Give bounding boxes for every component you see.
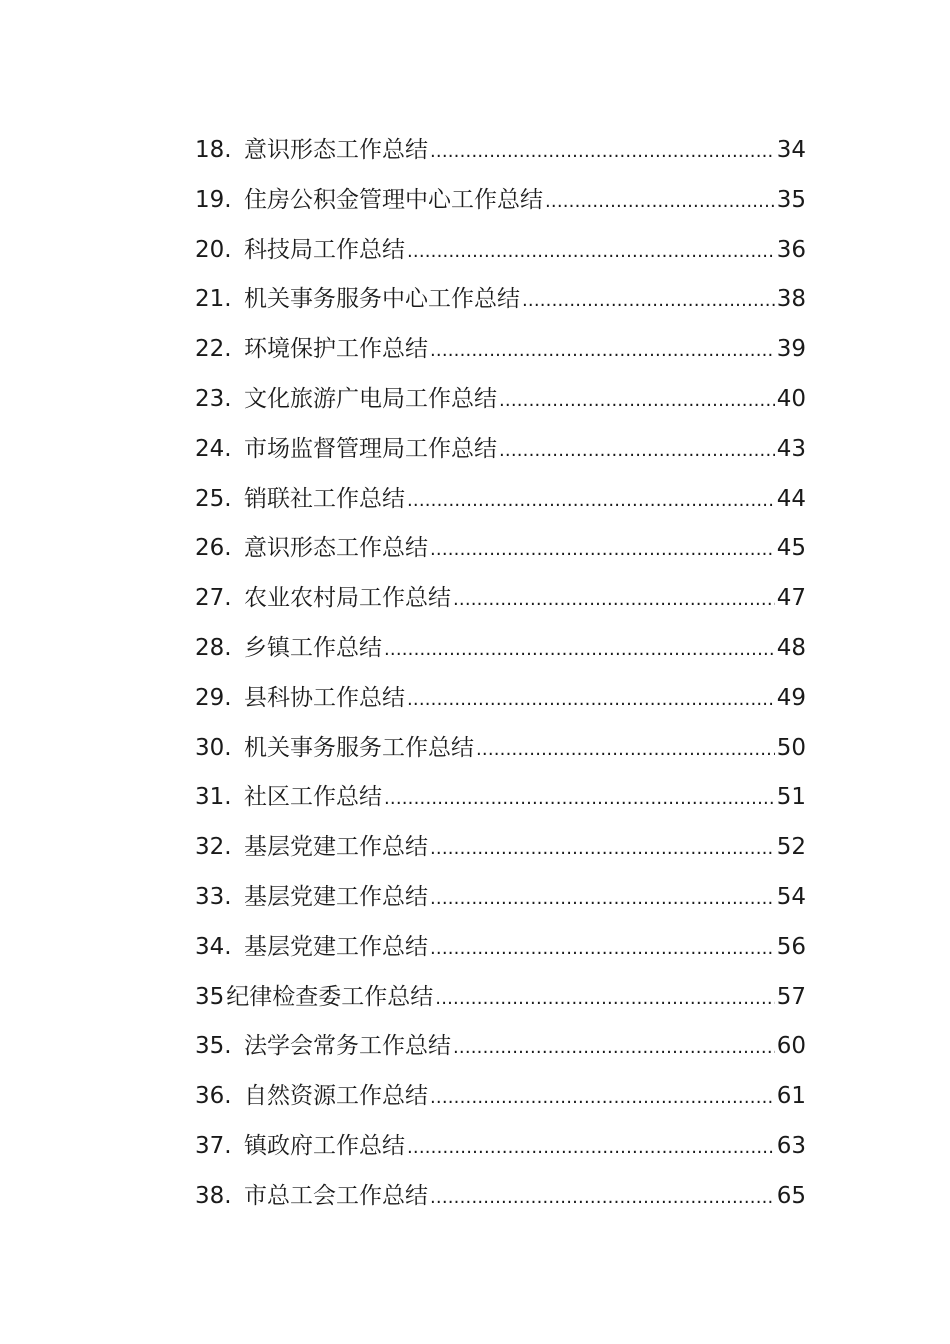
toc-entry-number: 29. [195,684,232,711]
toc-entry-title: 文化旅游广电局工作总结 [244,385,497,412]
toc-entry-page: 47 [776,585,806,612]
toc-entry-page: 34 [776,137,806,163]
toc-entry-number: 37. [195,1132,232,1159]
toc-entry-number: 35 [195,983,225,1010]
toc-entry-page: 57 [776,983,806,1010]
toc-entry[interactable] [195,823,806,873]
toc-entry-title: 基层党建工作总结 [244,834,428,861]
toc-entry-number: 30. [195,734,232,761]
toc-entry-page: 54 [776,883,806,910]
toc-entry-number: 28. [195,634,232,661]
toc-entry-page: 38 [776,286,806,313]
toc-entry-title: 意识形态工作总结 [244,535,428,562]
toc-entry-title: 农业农村局工作总结 [244,585,451,612]
toc-entry-title: 机关事务服务工作总结 [244,734,474,761]
toc-entry[interactable] [195,773,806,823]
toc-entry[interactable] [195,126,806,176]
toc-entry-title: 社区工作总结 [244,784,382,811]
toc-entry-number: 26. [195,535,232,562]
table-of-contents [195,126,806,1222]
toc-entry-number: 38. [195,1182,232,1209]
toc-entry[interactable] [195,624,806,674]
toc-entry-title: 市总工会工作总结 [244,1182,428,1209]
toc-entry-page: 49 [776,684,806,711]
toc-entry[interactable] [195,1122,806,1172]
toc-entry[interactable] [195,574,806,624]
dot-leader [545,176,775,227]
toc-entry[interactable] [195,674,806,724]
toc-entry-page: 63 [776,1132,806,1159]
dot-leader [407,674,775,725]
toc-entry-number: 25. [195,485,232,512]
toc-entry-page: 36 [776,236,806,263]
toc-entry-number: 34. [195,933,232,960]
dot-leader [384,773,775,824]
toc-entry-page: 51 [776,784,806,811]
toc-entry-number: 36. [195,1083,232,1110]
toc-entry-number: 27. [195,585,232,612]
dot-leader [430,325,775,376]
dot-leader [430,126,775,177]
toc-entry[interactable] [195,325,806,375]
toc-entry-title: 基层党建工作总结 [244,883,428,910]
toc-entry-title: 法学会常务工作总结 [244,1033,451,1060]
toc-entry-page: 60 [776,1033,806,1060]
toc-entry-page: 65 [776,1182,806,1209]
toc-entry-number: 22. [195,336,232,363]
toc-entry-page: 35 [776,186,806,213]
dot-leader [522,275,775,326]
dot-leader [430,1072,775,1123]
dot-leader [430,873,775,924]
toc-entry-page: 44 [776,485,806,512]
toc-entry[interactable] [195,923,806,973]
toc-entry-number: 35. [195,1033,232,1060]
dot-leader [430,524,775,575]
toc-entry-number: 20. [195,236,232,263]
toc-entry-title: 环境保护工作总结 [244,336,428,363]
toc-entry[interactable] [195,375,806,425]
toc-entry[interactable] [195,1172,806,1222]
toc-entry-number: 33. [195,883,232,910]
toc-entry[interactable] [195,475,806,525]
dot-leader [476,724,775,775]
toc-entry[interactable] [195,524,806,574]
toc-entry-number: 18. [195,137,232,163]
toc-entry-number: 31. [195,784,232,811]
dot-leader [407,1122,775,1173]
toc-entry-number: 19. [195,186,232,213]
toc-entry-page: 56 [776,933,806,960]
dot-leader [430,923,775,974]
toc-entry[interactable] [195,425,806,475]
toc-entry-number: 21. [195,286,232,313]
toc-entry-number: 24. [195,435,232,462]
dot-leader [430,1172,775,1223]
dot-leader [430,823,775,874]
dot-leader [407,226,775,277]
toc-entry-page: 39 [776,336,806,363]
dot-leader [499,375,775,426]
toc-entry-title: 基层党建工作总结 [244,933,428,960]
toc-entry-title: 意识形态工作总结 [244,137,428,163]
toc-entry-title: 市场监督管理局工作总结 [244,435,497,462]
toc-entry[interactable] [195,176,806,226]
toc-entry[interactable] [195,1072,806,1122]
dot-leader [407,475,775,526]
dot-leader [435,973,774,1024]
toc-entry[interactable] [195,226,806,276]
toc-entry-title: 县科协工作总结 [244,684,405,711]
toc-entry[interactable] [195,275,806,325]
toc-entry-page: 45 [776,535,806,562]
dot-leader [453,574,775,625]
toc-entry-title: 销联社工作总结 [244,485,405,512]
toc-entry[interactable] [195,873,806,923]
toc-entry-title: 纪律检查委工作总结 [226,983,434,1010]
toc-entry-title: 住房公积金管理中心工作总结 [244,186,543,213]
toc-entry[interactable] [195,973,806,1023]
toc-entry-title: 镇政府工作总结 [244,1132,405,1159]
toc-entry-title: 自然资源工作总结 [244,1083,428,1110]
toc-entry-page: 61 [776,1083,806,1110]
dot-leader [453,1022,775,1073]
toc-entry-title: 乡镇工作总结 [244,634,382,661]
toc-entry-page: 43 [776,435,806,462]
toc-entry-number: 23. [195,385,232,412]
toc-entry-page: 48 [776,634,806,661]
toc-entry-title: 科技局工作总结 [244,236,405,263]
toc-entry-page: 50 [776,734,806,761]
dot-leader [499,425,775,476]
toc-entry-number: 32. [195,834,232,861]
toc-entry-page: 40 [776,385,806,412]
toc-entry[interactable] [195,1022,806,1072]
toc-entry-title: 机关事务服务中心工作总结 [244,286,520,313]
toc-entry-page: 52 [776,834,806,861]
toc-entry[interactable] [195,724,806,774]
dot-leader [384,624,775,675]
